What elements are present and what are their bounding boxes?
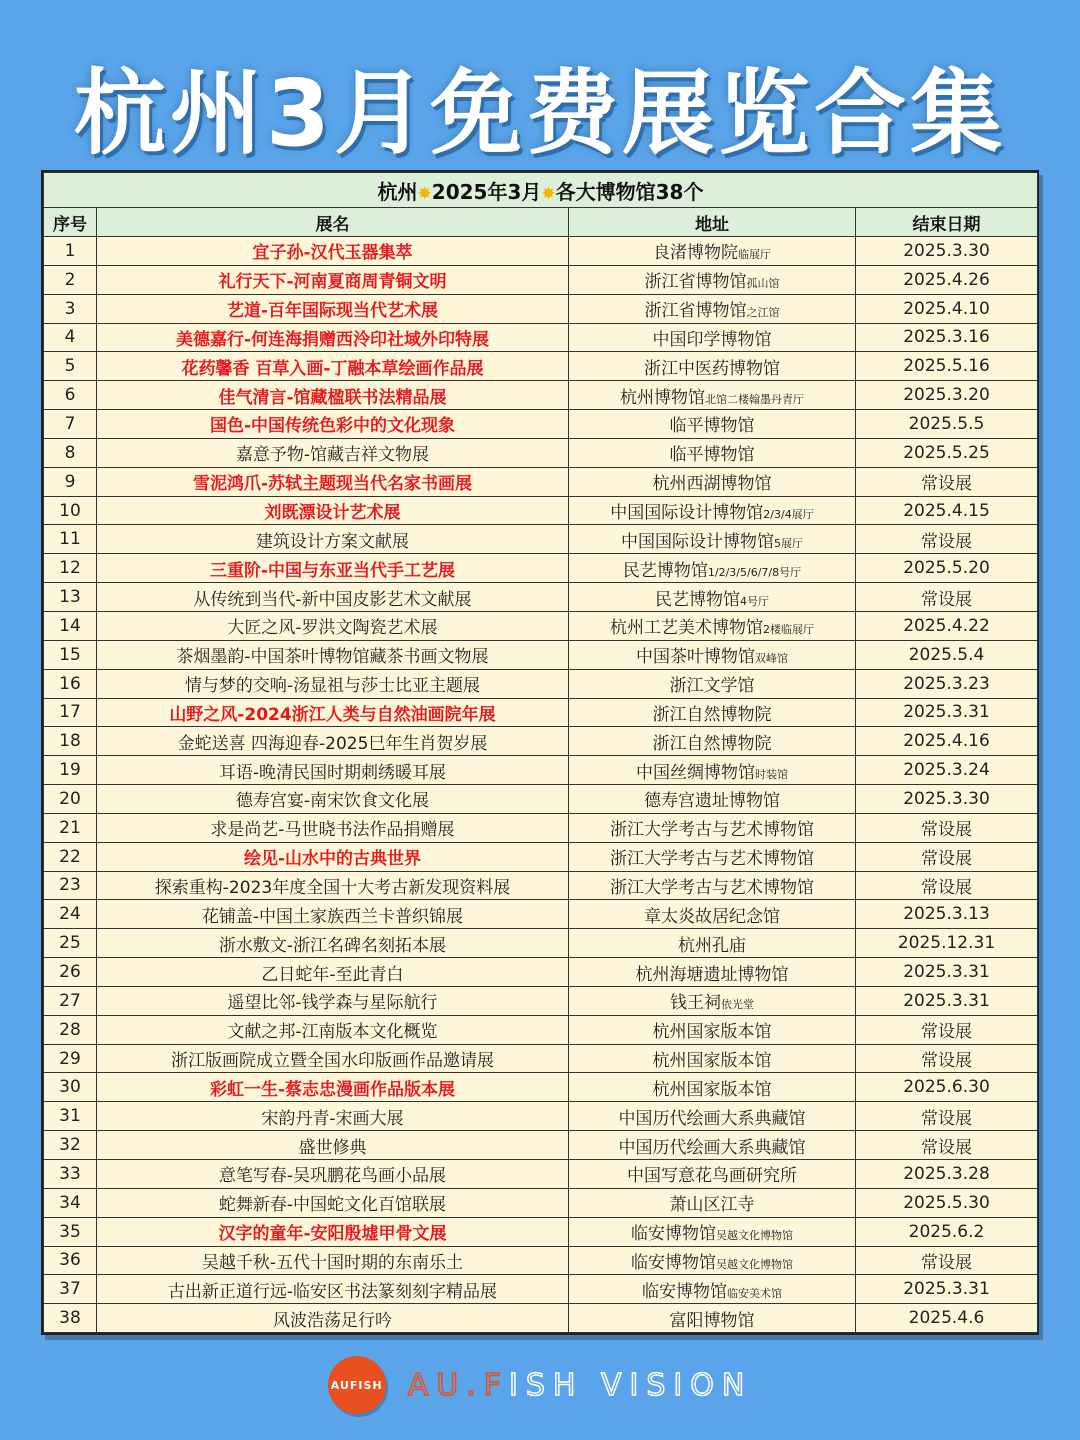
- exhibition-name: 嘉意予物-馆藏吉祥文物展: [97, 438, 569, 467]
- table-row: [44, 1275, 1038, 1304]
- address-sub: 依光堂: [721, 998, 754, 1012]
- exhibition-name: 耳语-晚清民国时期刺绣暖耳展: [97, 756, 569, 785]
- address-main: 浙江省博物馆: [644, 272, 747, 293]
- table-row: [44, 1044, 1038, 1073]
- exhibition-name: 绘见-山水中的古典世界: [97, 842, 569, 871]
- exhibition-address: [569, 467, 856, 496]
- exhibition-address: [569, 871, 856, 900]
- table-row: [44, 323, 1038, 352]
- exhibition-name: 情与梦的交响-汤显祖与莎士比亚主题展: [97, 669, 569, 698]
- exhibition-name: 汉字的童年-安阳殷墟甲骨文展: [97, 1217, 569, 1246]
- end-date: 2025.5.30: [856, 1188, 1038, 1217]
- row-number: 3: [44, 294, 97, 323]
- row-number: 27: [44, 986, 97, 1015]
- table-row: [44, 698, 1038, 727]
- table-header-row: [44, 208, 1038, 237]
- row-number: 19: [44, 756, 97, 785]
- row-number: 17: [44, 698, 97, 727]
- row-number: 33: [44, 1160, 97, 1189]
- end-date: 2025.3.31: [856, 958, 1038, 987]
- end-date: 2025.5.16: [856, 352, 1038, 381]
- table-caption-row: [44, 173, 1038, 208]
- exhibition-address: [569, 1044, 856, 1073]
- table-row: [44, 294, 1038, 323]
- end-date: 2025.5.4: [856, 640, 1038, 669]
- exhibition-name: 遥望比邻-钱学森与星际航行: [97, 986, 569, 1015]
- table-row: [44, 785, 1038, 814]
- row-number: 38: [44, 1304, 97, 1333]
- table-row: [44, 986, 1038, 1015]
- row-number: 18: [44, 727, 97, 756]
- end-date: 2025.5.25: [856, 438, 1038, 467]
- exhibition-address: [569, 813, 856, 842]
- end-date: 常设展: [856, 525, 1038, 554]
- exhibition-name: 建筑设计方案文献展: [97, 525, 569, 554]
- address-main: 杭州西湖博物馆: [652, 474, 772, 495]
- address-main: 临安博物馆: [631, 1224, 716, 1245]
- end-date: 常设展: [856, 467, 1038, 496]
- exhibition-address: [569, 1217, 856, 1246]
- row-number: 7: [44, 410, 97, 439]
- exhibition-address: [569, 438, 856, 467]
- address-sub: 5展厅: [774, 536, 803, 550]
- table-row: [44, 467, 1038, 496]
- table-row: [44, 1131, 1038, 1160]
- exhibition-name: 古出新正道行远-临安区书法篆刻刻字精品展: [97, 1275, 569, 1304]
- table-row: [44, 1102, 1038, 1131]
- address-main: 临平博物馆: [669, 416, 755, 437]
- address-main: 浙江中医药博物馆: [644, 358, 780, 379]
- row-number: 5: [44, 352, 97, 381]
- address-main: 富阳博物馆: [669, 1310, 755, 1331]
- end-date: 2025.3.30: [856, 785, 1038, 814]
- exhibition-address: [569, 294, 856, 323]
- row-number: 35: [44, 1217, 97, 1246]
- row-number: 11: [44, 525, 97, 554]
- address-main: 钱王祠: [670, 993, 721, 1014]
- caption-city: 杭州: [377, 179, 418, 204]
- table-row: [44, 352, 1038, 381]
- exhibition-address: [569, 554, 856, 583]
- end-date: 2025.3.30: [856, 237, 1038, 266]
- exhibition-address: [569, 640, 856, 669]
- exhibition-address: [569, 785, 856, 814]
- exhibition-address: [569, 842, 856, 871]
- table-row: [44, 525, 1038, 554]
- exhibition-name: 花药馨香 百草入画-丁融本草绘画作品展: [97, 352, 569, 381]
- end-date: 2025.4.6: [856, 1304, 1038, 1333]
- exhibition-name: 乙日蛇年-至此青白: [97, 958, 569, 987]
- address-main: 杭州博物馆: [620, 387, 705, 408]
- exhibition-address: [569, 958, 856, 987]
- exhibition-address: [569, 669, 856, 698]
- end-date: 2025.3.16: [856, 323, 1038, 352]
- row-number: 20: [44, 785, 97, 814]
- address-sub: 1/2/3/5/6/7/8号厅: [707, 565, 802, 579]
- table-row: [44, 1160, 1038, 1189]
- address-main: 浙江大学考古与艺术博物馆: [610, 820, 814, 841]
- table-row: [44, 1073, 1038, 1102]
- end-date: 2025.3.28: [856, 1160, 1038, 1189]
- address-main: 中国国际设计博物馆: [621, 531, 774, 552]
- table-row: [44, 554, 1038, 583]
- exhibition-name: 花铺盖-中国土家族西兰卡普织锦展: [97, 900, 569, 929]
- exhibition-address: [569, 1246, 856, 1275]
- row-number: 6: [44, 381, 97, 410]
- exhibition-name: 风波浩荡足行吟: [97, 1304, 569, 1333]
- address-main: 浙江自然博物院: [652, 733, 772, 754]
- row-number: 8: [44, 438, 97, 467]
- table-row: [44, 438, 1038, 467]
- address-main: 杭州海塘遗址博物馆: [635, 964, 789, 985]
- exhibition-address: [569, 986, 856, 1015]
- end-date: 2025.3.31: [856, 698, 1038, 727]
- exhibition-address: [569, 1275, 856, 1304]
- row-number: 13: [44, 583, 97, 612]
- address-sub: 时装馆: [755, 767, 788, 781]
- table-row: [44, 900, 1038, 929]
- table-row: [44, 1188, 1038, 1217]
- end-date: 2025.4.16: [856, 727, 1038, 756]
- brand-footer: [0, 1355, 1080, 1415]
- exhibition-address: [569, 611, 856, 640]
- address-main: 德寿宫遗址博物馆: [644, 791, 780, 812]
- row-number: 34: [44, 1188, 97, 1217]
- exhibition-address: [569, 1073, 856, 1102]
- address-main: 浙江文学馆: [669, 676, 755, 697]
- row-number: 26: [44, 958, 97, 987]
- end-date: 2025.12.31: [856, 929, 1038, 958]
- exhibition-address: [569, 583, 856, 612]
- row-number: 22: [44, 842, 97, 871]
- end-date: 2025.3.13: [856, 900, 1038, 929]
- caption-date: 2025年3月: [431, 179, 542, 204]
- table-row: [44, 410, 1038, 439]
- address-main: 中国印学博物馆: [652, 329, 772, 350]
- logo-text: AUFISH: [330, 1378, 383, 1392]
- row-number: 28: [44, 1015, 97, 1044]
- row-number: 36: [44, 1246, 97, 1275]
- exhibition-name: 文献之邦-江南版本文化概览: [97, 1015, 569, 1044]
- exhibition-address: [569, 1188, 856, 1217]
- exhibition-name: 求是尚艺-马世晓书法作品捐赠展: [97, 813, 569, 842]
- end-date: 2025.3.31: [856, 986, 1038, 1015]
- exhibition-name: 彩虹一生-蔡志忠漫画作品版本展: [97, 1073, 569, 1102]
- table-row: [44, 496, 1038, 525]
- end-date: 2025.4.10: [856, 294, 1038, 323]
- end-date: 2025.3.31: [856, 1275, 1038, 1304]
- table-row: [44, 1304, 1038, 1333]
- address-main: 章太炎故居纪念馆: [644, 906, 780, 927]
- row-number: 16: [44, 669, 97, 698]
- address-main: 浙江大学考古与艺术博物馆: [610, 877, 814, 898]
- table-row: [44, 381, 1038, 410]
- brand-name-rest: ISH VISION: [508, 1367, 753, 1403]
- exhibition-address: [569, 1304, 856, 1333]
- row-number: 31: [44, 1102, 97, 1131]
- address-sub: 孤山馆: [746, 277, 780, 291]
- address-main: 临平博物馆: [669, 445, 755, 466]
- exhibition-address: [569, 525, 856, 554]
- end-date: 常设展: [856, 583, 1038, 612]
- exhibition-address: [569, 323, 856, 352]
- exhibition-name: 大匠之风-罗洪文陶瓷艺术展: [97, 611, 569, 640]
- exhibition-address: [569, 237, 856, 266]
- address-sub: 吴越文化博物馆: [716, 1257, 793, 1271]
- address-sub: 临安美术馆: [727, 1286, 782, 1300]
- table-row: [44, 813, 1038, 842]
- table-body: [44, 237, 1038, 1333]
- exhibition-address: [569, 900, 856, 929]
- row-number: 10: [44, 496, 97, 525]
- row-number: 37: [44, 1275, 97, 1304]
- exhibition-name: 金蛇送喜 四海迎春-2025巳年生肖贺岁展: [97, 727, 569, 756]
- address-main: 民艺博物馆: [655, 589, 740, 610]
- exhibition-name: 从传统到当代-新中国皮影艺术文献展: [97, 583, 569, 612]
- brand-name: [408, 1368, 753, 1403]
- address-main: 临安博物馆: [642, 1281, 727, 1302]
- header-address: 地址: [569, 208, 856, 237]
- address-main: 中国丝绸博物馆: [636, 762, 755, 783]
- address-sub: 2/3/4展厅: [763, 508, 814, 522]
- exhibition-name: 三重阶-中国与东亚当代手工艺展: [97, 554, 569, 583]
- exhibition-name: 刘既漂设计艺术展: [97, 496, 569, 525]
- end-date: 2025.3.20: [856, 381, 1038, 410]
- exhibition-address: [569, 1131, 856, 1160]
- exhibition-name: 浙水敷文-浙江名碑名刻拓本展: [97, 929, 569, 958]
- end-date: 常设展: [856, 1102, 1038, 1131]
- exhibition-name: 蛇舞新春-中国蛇文化百馆联展: [97, 1188, 569, 1217]
- brand-name-accent: AU.F: [407, 1367, 509, 1403]
- address-sub: 之江馆: [746, 306, 780, 320]
- exhibition-address: [569, 352, 856, 381]
- exhibition-name: 盛世修典: [97, 1131, 569, 1160]
- end-date: 2025.6.30: [856, 1073, 1038, 1102]
- exhibition-address: [569, 1015, 856, 1044]
- address-sub: 2楼临展厅: [763, 623, 814, 637]
- row-number: 1: [44, 237, 97, 266]
- table-row: [44, 929, 1038, 958]
- header-end-date: 结束日期: [856, 208, 1038, 237]
- row-number: 14: [44, 611, 97, 640]
- end-date: 常设展: [856, 813, 1038, 842]
- end-date: 2025.4.22: [856, 611, 1038, 640]
- address-main: 杭州国家版本馆: [652, 1079, 772, 1100]
- end-date: 常设展: [856, 1044, 1038, 1073]
- end-date: 常设展: [856, 871, 1038, 900]
- address-main: 中国国际设计博物馆: [610, 503, 764, 524]
- exhibition-name: 吴越千秋-五代十国时期的东南乐土: [97, 1246, 569, 1275]
- caption-count: 各大博物馆38个: [555, 179, 704, 204]
- end-date: 2025.4.26: [856, 265, 1038, 294]
- exhibition-name: 德寿宫宴-南宋饮食文化展: [97, 785, 569, 814]
- exhibition-address: [569, 1102, 856, 1131]
- fish-logo-icon: [328, 1356, 386, 1414]
- address-main: 杭州国家版本馆: [652, 1051, 772, 1072]
- exhibition-address: [569, 381, 856, 410]
- exhibition-address: [569, 1160, 856, 1189]
- address-main: 萧山区江寺: [669, 1195, 755, 1216]
- address-main: 良渚博物院: [653, 243, 738, 264]
- exhibition-address: [569, 496, 856, 525]
- address-main: 临安博物馆: [631, 1252, 716, 1273]
- table-row: [44, 1015, 1038, 1044]
- exhibition-name: 意笔写春-吴巩鹏花鸟画小品展: [97, 1160, 569, 1189]
- row-number: 12: [44, 554, 97, 583]
- end-date: 常设展: [856, 1015, 1038, 1044]
- address-sub: 临展厅: [738, 248, 771, 262]
- exhibition-address: [569, 727, 856, 756]
- end-date: 常设展: [856, 1131, 1038, 1160]
- end-date: 2025.5.20: [856, 554, 1038, 583]
- table-row: [44, 265, 1038, 294]
- row-number: 21: [44, 813, 97, 842]
- address-sub: 吴越文化博物馆: [716, 1229, 793, 1243]
- row-number: 24: [44, 900, 97, 929]
- table-row: [44, 1217, 1038, 1246]
- star-icon: ✸: [541, 183, 556, 204]
- address-sub: 北馆二楼翰墨丹青厅: [705, 392, 804, 406]
- exhibition-name: 宜子孙-汉代玉器集萃: [97, 237, 569, 266]
- table-row: [44, 611, 1038, 640]
- table-row: [44, 842, 1038, 871]
- exhibition-name: 美德嘉行-何连海捐赠西泠印社域外印特展: [97, 323, 569, 352]
- exhibition-name: 国色-中国传统色彩中的文化现象: [97, 410, 569, 439]
- end-date: 2025.3.23: [856, 669, 1038, 698]
- row-number: 4: [44, 323, 97, 352]
- address-main: 杭州国家版本馆: [652, 1022, 772, 1043]
- address-main: 杭州孔庙: [678, 935, 746, 956]
- address-main: 中国历代绘画大系典藏馆: [618, 1137, 806, 1158]
- address-main: 中国茶叶博物馆: [636, 647, 755, 668]
- table-caption: [44, 173, 1038, 208]
- table-row: [44, 756, 1038, 785]
- exhibition-name: 浙江版画院成立暨全国水印版画作品邀请展: [97, 1044, 569, 1073]
- exhibition-address: [569, 756, 856, 785]
- exhibition-name: 雪泥鸿爪-苏轼主题现当代名家书画展: [97, 467, 569, 496]
- address-main: 中国历代绘画大系典藏馆: [618, 1108, 806, 1129]
- header-name: 展名: [97, 208, 569, 237]
- row-number: 23: [44, 871, 97, 900]
- exhibition-name: 茶烟墨韵-中国茶叶博物馆藏茶书画文物展: [97, 640, 569, 669]
- header-no: 序号: [44, 208, 97, 237]
- address-main: 浙江大学考古与艺术博物馆: [610, 849, 814, 870]
- exhibition-address: [569, 698, 856, 727]
- address-main: 民艺博物馆: [622, 560, 708, 581]
- star-icon: ✸: [417, 183, 432, 204]
- address-sub: 双峰馆: [755, 652, 788, 666]
- end-date: 常设展: [856, 1246, 1038, 1275]
- table-row: [44, 640, 1038, 669]
- row-number: 2: [44, 265, 97, 294]
- row-number: 30: [44, 1073, 97, 1102]
- address-main: 中国写意花鸟画研究所: [627, 1166, 797, 1187]
- address-main: 杭州工艺美术博物馆: [610, 618, 763, 639]
- address-sub: 4号厅: [740, 594, 769, 608]
- row-number: 15: [44, 640, 97, 669]
- address-main: 浙江省博物馆: [644, 301, 747, 322]
- exhibition-table: [41, 170, 1039, 1335]
- end-date: 2025.4.15: [856, 496, 1038, 525]
- exhibition-name: 探索重构-2023年度全国十大考古新发现资料展: [97, 871, 569, 900]
- exhibition-address: [569, 265, 856, 294]
- row-number: 29: [44, 1044, 97, 1073]
- table-row: [44, 871, 1038, 900]
- table-row: [44, 1246, 1038, 1275]
- table-row: [44, 669, 1038, 698]
- row-number: 32: [44, 1131, 97, 1160]
- exhibition-name: 礼行天下-河南夏商周青铜文明: [97, 265, 569, 294]
- row-number: 25: [44, 929, 97, 958]
- exhibition-name: 佳气清言-馆藏楹联书法精品展: [97, 381, 569, 410]
- end-date: 2025.5.5: [856, 410, 1038, 439]
- table-row: [44, 237, 1038, 266]
- exhibition-name: 宋韵丹青-宋画大展: [97, 1102, 569, 1131]
- exhibition-address: [569, 929, 856, 958]
- table-row: [44, 583, 1038, 612]
- exhibition-name: 山野之风-2024浙江人类与自然油画院年展: [97, 698, 569, 727]
- end-date: 2025.6.2: [856, 1217, 1038, 1246]
- row-number: 9: [44, 467, 97, 496]
- address-main: 浙江自然博物院: [652, 704, 772, 725]
- exhibition-address: [569, 410, 856, 439]
- end-date: 常设展: [856, 842, 1038, 871]
- page-title: 杭州3月免费展览合集: [73, 60, 1006, 167]
- table-row: [44, 727, 1038, 756]
- table-row: [44, 958, 1038, 987]
- exhibition-name: 艺道-百年国际现当代艺术展: [97, 294, 569, 323]
- end-date: 2025.3.24: [856, 756, 1038, 785]
